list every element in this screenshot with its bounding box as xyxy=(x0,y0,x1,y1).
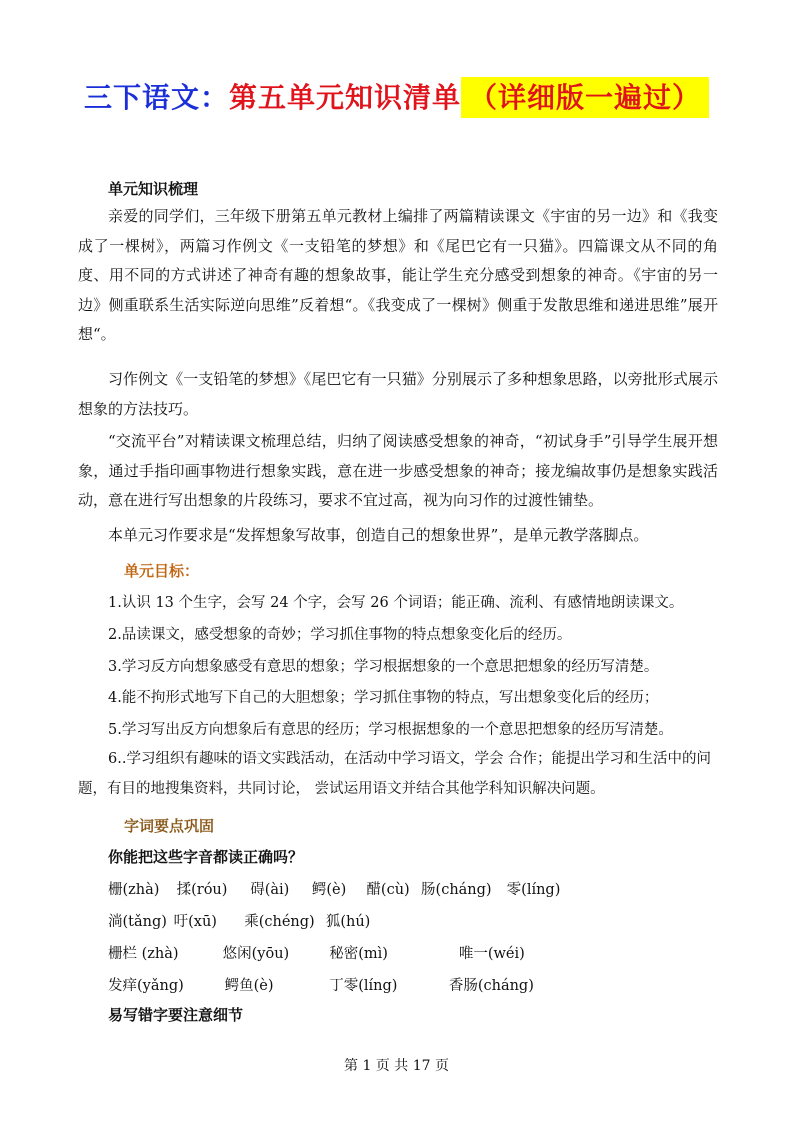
pinyin-item: 栅(zhà) xyxy=(108,882,160,898)
pinyin-item: 吁(xū) xyxy=(173,914,217,930)
goal-item-5: 5.学习写出反方向想象后有意思的经历；学习根据想象的一个意思把想象的经历写清楚。 xyxy=(108,722,673,738)
pinyin-item: 淌(tǎng) xyxy=(108,914,167,930)
pinyin-item: 唯一(wéi) xyxy=(458,946,525,962)
pinyin-item: 香肠(cháng) xyxy=(448,978,534,994)
goal-item-4: 4.能不拘形式地写下自己的大胆想象；学习抓住事物的特点，写出想象变化后的经历； xyxy=(108,690,659,706)
overview-paragraph-2: 习作例文《一支铅笔的梦想》《尾巴它有一只猫》分别展示了多种想象思路，以旁批形式展示想象的方法技巧。 xyxy=(78,370,718,418)
section-heading-vocab: 字词要点巩固 xyxy=(124,817,215,835)
pinyin-item: 零(líng) xyxy=(506,882,561,898)
page-title xyxy=(0,76,793,116)
pinyin-item: 丁零(líng) xyxy=(329,978,398,994)
pinyin-item: 发痒(yǎng) xyxy=(108,978,184,994)
overview-paragraph-3: “交流平台”对精读课文梳理总结，归纳了阅读感受想象的神奇，“初试身手”引导学生展开想象，通过手指印画事物进行想象实践，意在进一步感受想象的神奇；接龙编故事仍是想象实践活动，意在进行写出想象的片段练习，要求不宜过高，视为向习作的过渡性铺垫。 xyxy=(78,432,718,509)
pinyin-item: 鳄鱼(è) xyxy=(224,978,274,994)
title-highlight: （详细版一遍过） xyxy=(461,77,709,118)
spelling-subheading: 易写错字要注意细节 xyxy=(108,1006,244,1024)
overview-paragraph-4: 本单元习作要求是“发挥想象写故事，创造自己的想象世界”，是单元教学落脚点。 xyxy=(108,526,649,544)
pinyin-item: 碍(ài) xyxy=(250,882,290,898)
page-number-footer: 第 1 页 共 17 页 xyxy=(344,1058,449,1074)
pinyin-row-1 xyxy=(108,878,560,899)
pinyin-item: 悠闲(yōu) xyxy=(222,946,290,962)
pinyin-row-3 xyxy=(108,942,525,963)
section-heading-overview: 单元知识梳理 xyxy=(108,180,199,198)
goal-item-6: 6..学习组织有趣味的语文实践活动，在活动中学习语文，学会 合作；能提出学习和生活中的问题，有目的地搜集资料，共同讨论， 尝试运用语文并结合其他学科知识解决问题。 xyxy=(78,751,712,797)
title-prefix: 三下语文： xyxy=(83,81,229,114)
pinyin-item: 乘(chéng) xyxy=(244,914,315,930)
pinyin-item: 栅栏 (zhà) xyxy=(108,946,179,962)
pinyin-row-4 xyxy=(108,974,534,995)
pinyin-item: 狐(hú) xyxy=(325,914,371,930)
goal-item-1: 1.认识 13 个生字，会写 24 个字，会写 26 个词语；能正确、流利、有感情地朗读课文。 xyxy=(108,595,684,611)
pinyin-item: 醋(cù) xyxy=(366,882,410,898)
pinyin-row-2 xyxy=(108,910,370,931)
goal-item-3: 3.学习反方向想象感受有意思的想象；学习根据想象的一个意思把想象的经历写清楚。 xyxy=(108,659,659,675)
pinyin-item: 鳄(è) xyxy=(311,882,347,898)
pinyin-item: 肠(cháng) xyxy=(421,882,492,898)
section-heading-goals: 单元目标： xyxy=(124,562,200,580)
pinyin-item: 秘密(mì) xyxy=(329,946,388,962)
goal-item-2: 2.品读课文，感受想象的奇妙；学习抓住事物的特点想象变化后的经历。 xyxy=(108,627,572,643)
pinyin-item: 揉(róu) xyxy=(176,882,228,898)
overview-paragraph-1: 亲爱的同学们，三年级下册第五单元教材上编排了两篇精读课文《宇宙的另一边》和《我变成了一棵树》，两篇习作例文《一支铅笔的梦想》和《尾巴它有一只猫》。四篇课文从不同的角度、用不同的方式讲述了神奇有趣的想象故事，能让学生充分感受到想象的神奇。《宇宙的另一边》侧重联系生活实际逆向思维”反着想“。《我变成了一棵树》侧重于发散思维和递进思维”展开想“。 xyxy=(78,207,718,343)
pronunciation-subheading: 你能把这些字音都读正确吗？ xyxy=(108,848,304,866)
title-main: 第五单元知识清单 xyxy=(228,81,461,114)
